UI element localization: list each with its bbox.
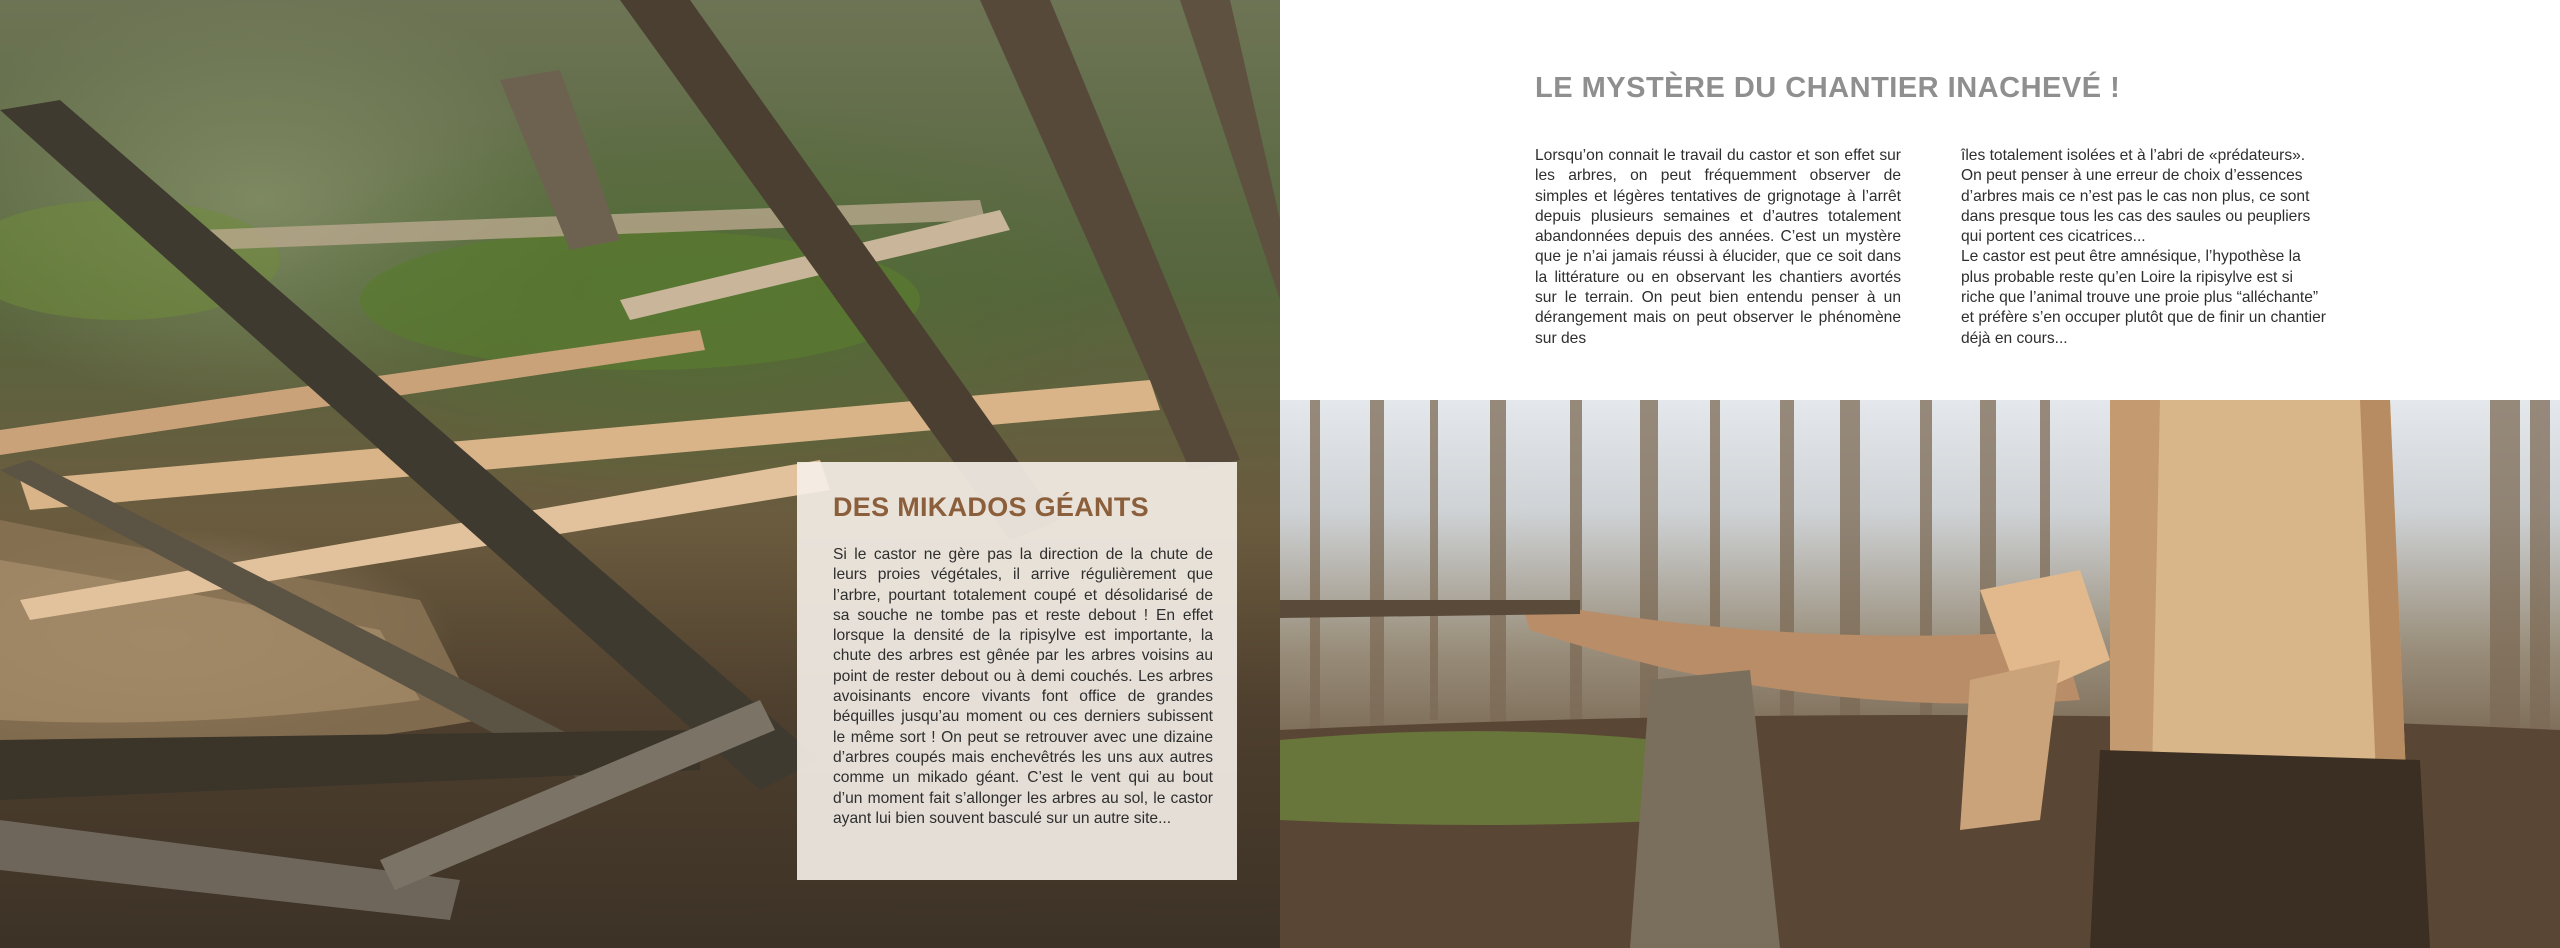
text-column-2	[1961, 146, 2329, 349]
column-2-paragraph-1: îles totalement isolées et à l’abri de «prédateurs». On peut penser à une erreur de choix d’essences d’arbres mais ce n’est pas le cas non plus, ce sont dans presque tous les cas des saules ou peupliers qui portent ces cicatrices...	[1961, 147, 2311, 246]
text-column-1: Lorsqu’on connait le travail du castor et son effet sur les arbres, on peut fréquemment observer de simples et légères tentatives de grignotage à l’arrêt depuis plusieurs semaines et d’autres totalement abandonnées depuis des années. C’est un mystère que je n’ai jamais réussi à élucider, que ce soit dans la littérature ou en observant les chantiers avortés sur le terrain. On peut bien entendu penser à un dérangement mais on peut observer le phénomène sur des	[1535, 147, 1901, 347]
inset-text-box	[797, 462, 1237, 880]
inset-title: DES MIKADOS GÉANTS	[833, 492, 1149, 522]
page-headline: LE MYSTÈRE DU CHANTIER INACHEVÉ !	[1535, 72, 2121, 104]
right-page-photo	[1280, 400, 2560, 948]
column-2-paragraph-2: Le castor est peut être amnésique, l’hypothèse la plus probable reste qu’en Loire la ripisylve est si riche que l’animal trouve une proie plus “alléchante” et préfère s’en occuper plutôt que de finir un chantier déjà en cours...	[1961, 248, 2326, 347]
inset-body: Si le castor ne gère pas la direction de la chute de leurs proies végétales, il arrive régulièrement que l’arbre, pourtant totalement coupé et désolidarisé de sa souche ne tombe pas et reste debout ! En effet lorsque la densité de la ripisylve est importante, la chute des arbres est gênée par les arbres voisins au point de rester debout ou à demi couchés. Les arbres avoisinants encore vivants font office de grandes béquilles jusqu’au moment ou ces derniers subissent le même sort ! On peut se retrouver avec une dizaine d’arbres coupés mais enchevêtrés les uns aux autres comme un mikado géant. C’est le vent qui au bout d’un moment fait s’allonger les arbres au sol, le castor ayant lui bien souvent basculé sur un autre site...	[833, 546, 1213, 827]
gnawed-tree-illustration	[1280, 400, 2560, 948]
right-page-text-area	[1280, 0, 2560, 400]
